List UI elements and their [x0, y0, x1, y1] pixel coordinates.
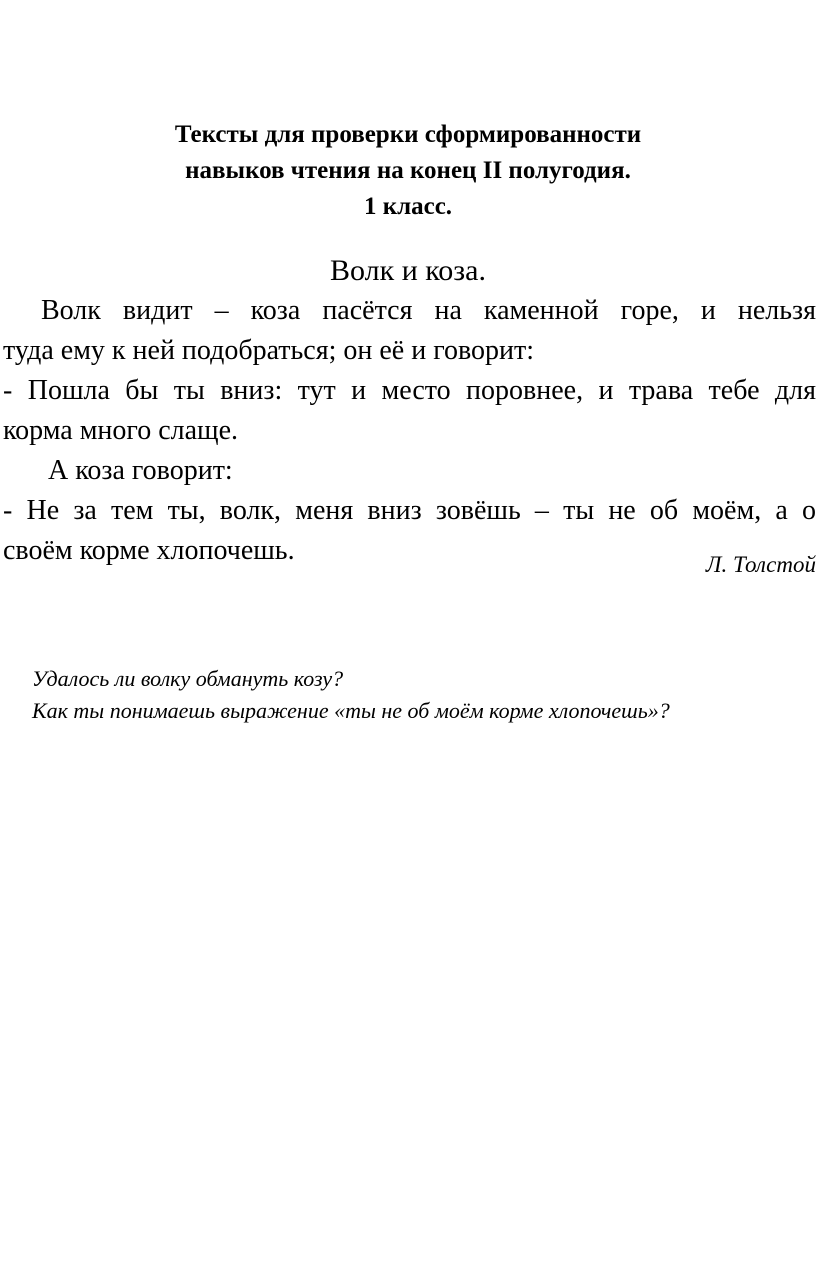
story-line: А коза говорит: [48, 455, 233, 486]
story-line: корма много слаще. [3, 415, 239, 446]
document-heading [0, 117, 816, 225]
story-author: Л. Толстой [705, 552, 816, 577]
story-line: - Не за тем ты, волк, меня вниз зовёшь – ты не об моём, а о [3, 495, 816, 526]
story-text [3, 291, 816, 571]
questions-block [32, 663, 670, 727]
story-line: туда ему к ней подобраться; он её и говорит: [3, 335, 535, 366]
question-item: Удалось ли волку обмануть козу? [32, 666, 344, 691]
question-item: Как ты понимаешь выражение «ты не об моём корме хлопочешь»? [32, 698, 670, 723]
story-title: Волк и коза. [330, 254, 486, 287]
story-line: - Пошла бы ты вниз: тут и место поровнее, и трава тебе для [3, 375, 816, 406]
story-line: своём корме хлопочешь. [3, 535, 295, 566]
heading-line-2: навыков чтения на конец II полугодия. [185, 157, 631, 184]
heading-line-1: Тексты для проверки сформированности [174, 121, 642, 148]
story-line: Волк видит – коза пасётся на каменной горе, и нельзя [41, 295, 816, 326]
heading-line-3: 1 класс. [363, 193, 453, 220]
